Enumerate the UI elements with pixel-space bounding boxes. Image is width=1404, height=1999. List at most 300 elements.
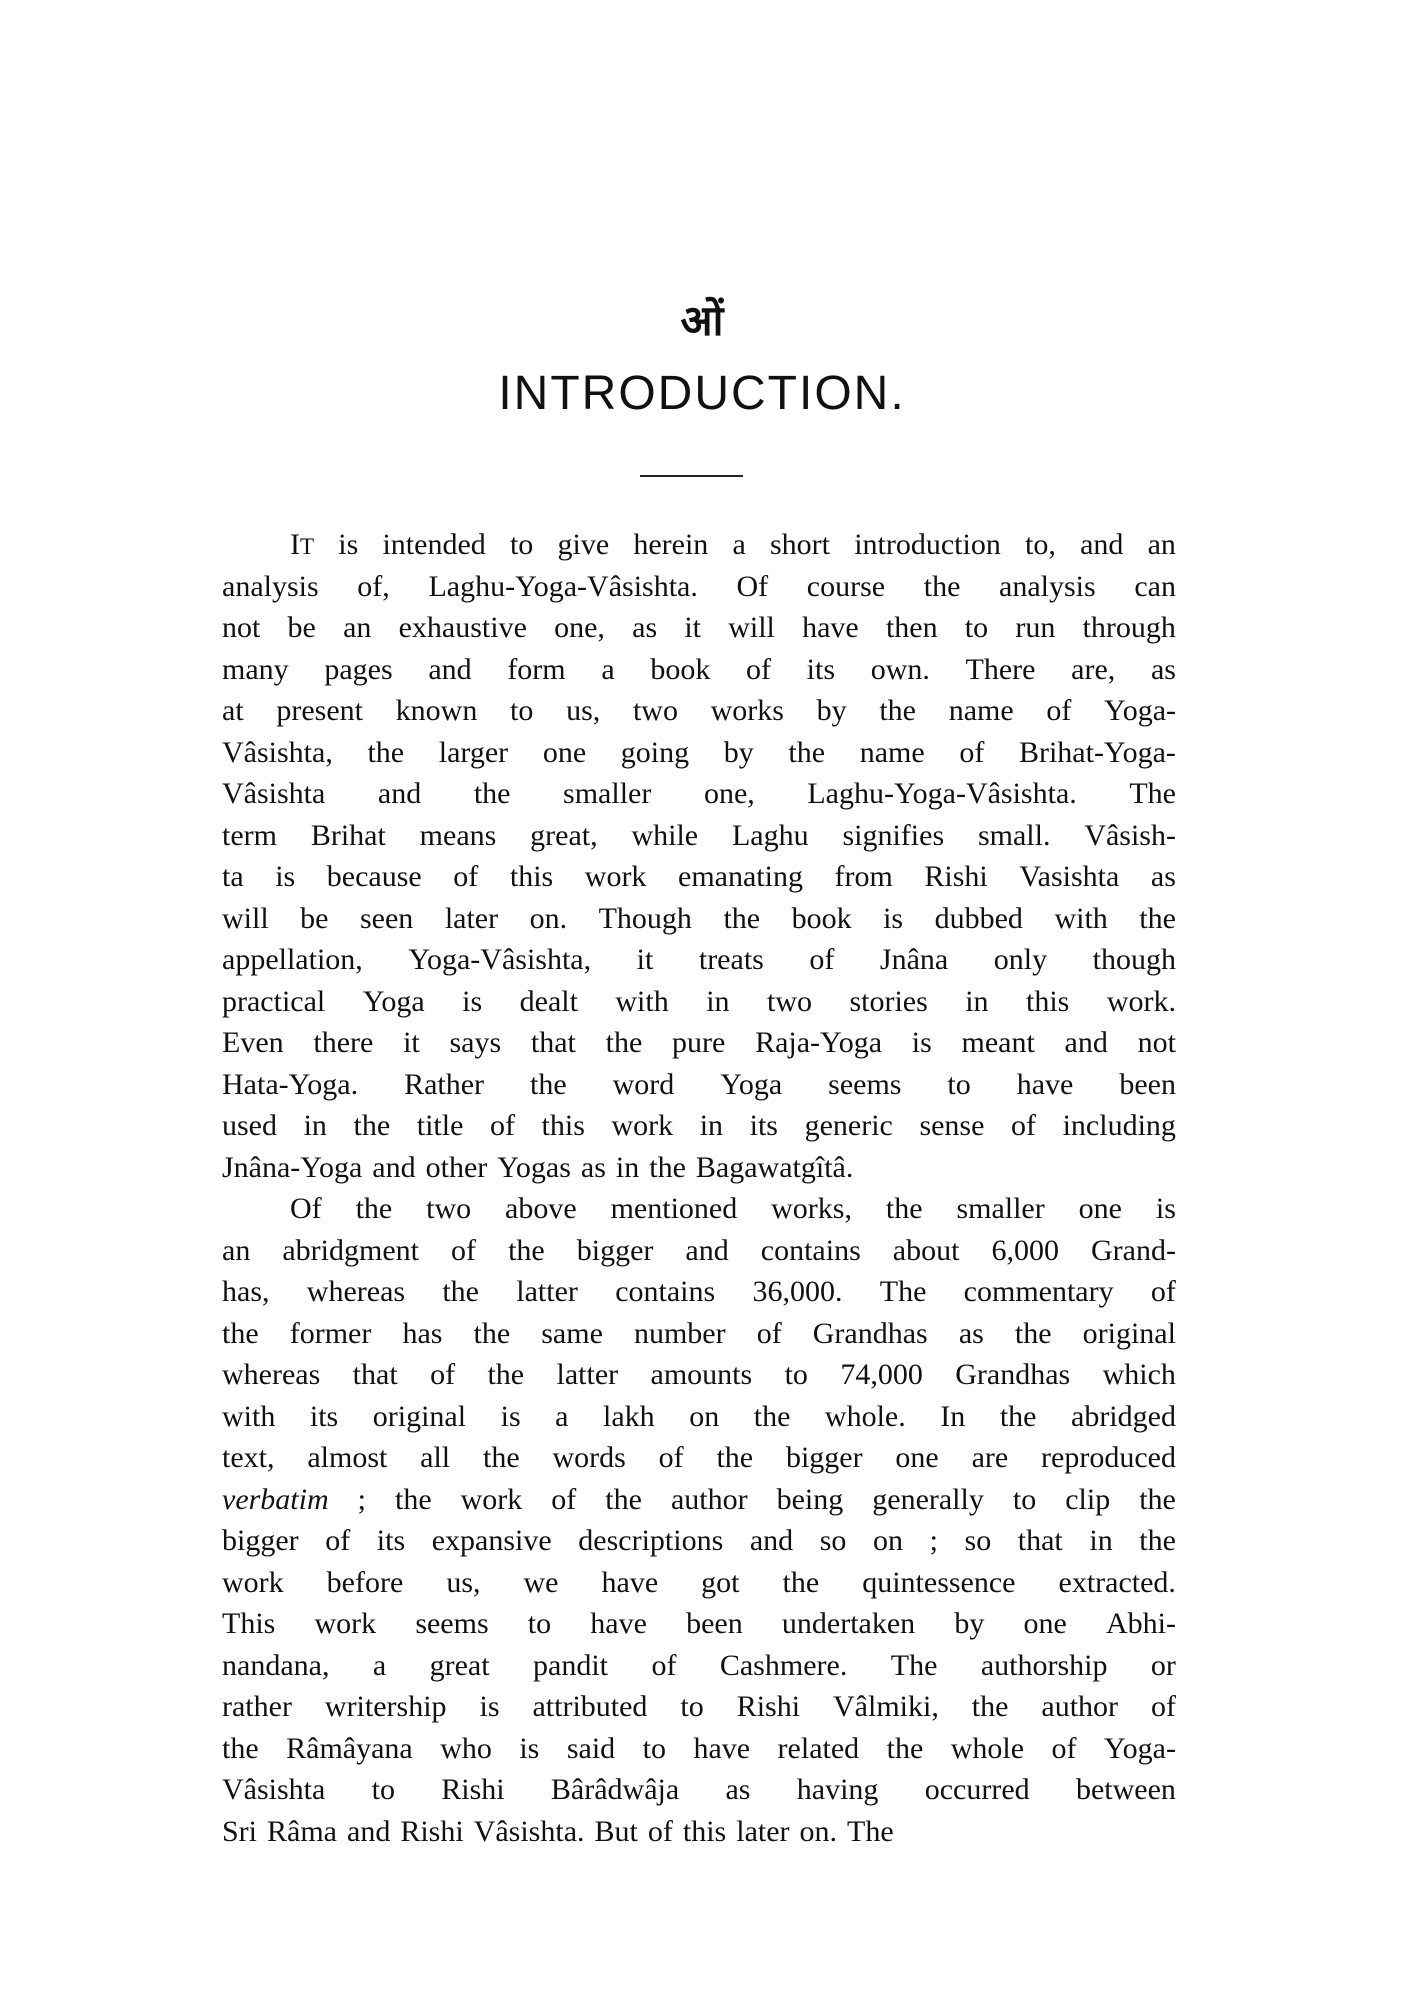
word: name (948, 694, 1014, 727)
word: abridged (1071, 1399, 1176, 1433)
word: the (473, 777, 511, 810)
word: work (460, 1482, 523, 1516)
word: bigger (785, 1441, 863, 1474)
word: a (601, 652, 615, 686)
word: the (788, 735, 826, 769)
word: the (605, 1026, 643, 1059)
word: be (300, 901, 329, 935)
text-line (222, 1188, 1176, 1230)
word: then (885, 611, 938, 644)
word: contains (760, 1233, 861, 1267)
word: verbatim (222, 1482, 329, 1516)
word: we (523, 1565, 559, 1599)
word: work (314, 1607, 377, 1640)
word: Vâlmiki, (833, 1690, 939, 1723)
word: Rishi (400, 1814, 464, 1848)
word: been (686, 1607, 743, 1640)
word: words (552, 1441, 626, 1474)
word: The (1129, 777, 1176, 810)
text-line (222, 1645, 1176, 1687)
word: as (958, 1316, 984, 1350)
word: the (782, 1565, 820, 1599)
word: whereas (222, 1358, 321, 1391)
word: clip (1065, 1482, 1111, 1516)
word: before (326, 1565, 404, 1599)
word: The (879, 1275, 927, 1308)
word: Grandhas (812, 1316, 928, 1350)
word: have (590, 1607, 647, 1640)
word: Cashmere. (719, 1648, 848, 1682)
word: a (372, 1648, 387, 1682)
word: Vâsishta. (473, 1814, 585, 1848)
word: analysis (999, 569, 1096, 603)
word: contains (615, 1275, 716, 1308)
word: the (753, 1399, 791, 1433)
word: the (222, 1316, 259, 1350)
text-line (222, 1728, 1176, 1770)
word: great, (530, 818, 598, 852)
word: Raja-Yoga (755, 1026, 883, 1059)
word: signifies (842, 818, 945, 852)
word: ; (929, 1524, 938, 1557)
word: In (940, 1399, 966, 1433)
word: in (1089, 1524, 1113, 1557)
word: Of (290, 1192, 322, 1225)
word: this (541, 1109, 585, 1142)
word: of (430, 1358, 456, 1391)
word: authorship (980, 1648, 1108, 1682)
text-line (222, 732, 1176, 774)
word: great (429, 1648, 490, 1682)
word: book (791, 901, 852, 935)
text-line (222, 524, 1176, 566)
word: its (376, 1524, 406, 1557)
word: it (636, 943, 654, 976)
word: this (682, 1814, 727, 1848)
text-line (222, 815, 1176, 857)
word: book (650, 652, 711, 686)
word: of (453, 860, 479, 893)
word: as (632, 611, 658, 644)
word: of (1046, 694, 1072, 727)
word: word (612, 1067, 675, 1101)
word: Râmâyana (286, 1731, 413, 1765)
word: The (890, 1648, 938, 1682)
word: by (954, 1607, 985, 1640)
word: the (442, 1275, 479, 1308)
word: from (834, 860, 893, 893)
word: to (964, 611, 989, 644)
text-line (222, 1354, 1176, 1396)
word: later (736, 1814, 790, 1848)
word: having (796, 1773, 879, 1806)
word: of (959, 735, 985, 769)
word: of (1051, 1731, 1077, 1765)
text-line (222, 1520, 1176, 1562)
word: Vasishta (1019, 860, 1120, 893)
word: practical (222, 984, 326, 1018)
word: later (444, 901, 499, 935)
word: of (1150, 1275, 1176, 1308)
text-line (222, 1271, 1176, 1313)
word: and (428, 652, 472, 686)
text-line (222, 856, 1176, 898)
word: an (1147, 528, 1176, 561)
word: of (325, 1524, 351, 1557)
word: to (784, 1358, 808, 1391)
word: The (847, 1814, 894, 1848)
text-line (222, 1396, 1176, 1438)
word: Grandhas (955, 1358, 1071, 1391)
word: Yoga (720, 1067, 783, 1101)
text-line (222, 1022, 1176, 1064)
word: the (367, 735, 405, 769)
word: name (859, 735, 925, 769)
text-line (222, 1147, 1176, 1189)
word: nandana, (222, 1648, 330, 1682)
word: of (651, 1648, 677, 1682)
word: work (222, 1565, 284, 1599)
word: Rishi (924, 860, 988, 893)
text-line (222, 1437, 1176, 1479)
text-line (222, 1811, 1176, 1853)
word: the (1014, 1316, 1052, 1350)
body-text (222, 524, 1176, 1852)
word: an (343, 611, 372, 644)
word: with (1054, 901, 1108, 935)
word: many (222, 652, 289, 686)
word: Vâsishta, (222, 735, 333, 769)
word: Rishi (736, 1690, 801, 1723)
word: it (684, 611, 702, 644)
word: small. (977, 818, 1051, 852)
word: Yoga- (1104, 694, 1176, 727)
word: which (1102, 1358, 1176, 1391)
word: of (451, 1233, 477, 1267)
word: be (287, 611, 316, 644)
word: is (275, 860, 296, 893)
word: to (509, 528, 534, 561)
text-line (222, 898, 1176, 940)
word: work (584, 860, 647, 893)
word: going (620, 735, 690, 769)
word: run (1015, 611, 1056, 644)
word: dealt (519, 984, 578, 1018)
text-line (222, 649, 1176, 691)
word: Brihat-Yoga- (1018, 735, 1176, 769)
word: smaller (956, 1192, 1045, 1225)
word: whole (950, 1731, 1025, 1765)
word: is (479, 1690, 500, 1723)
word: Bagawatgîtâ. (695, 1150, 854, 1184)
text-line (222, 1230, 1176, 1272)
word: seems (415, 1607, 489, 1640)
word: the (723, 901, 761, 935)
word: the (487, 1358, 525, 1391)
word: has (402, 1316, 443, 1350)
word: work. (1106, 984, 1176, 1018)
word: bigger (576, 1233, 654, 1267)
word: Laghu-Yoga-Vâsishta. (807, 777, 1077, 810)
word: of (658, 1441, 684, 1474)
text-line (222, 690, 1176, 732)
word: Brihat (310, 818, 386, 852)
word: rather (222, 1690, 292, 1723)
word: bigger (222, 1524, 299, 1557)
word: one (895, 1441, 939, 1474)
word: been (1119, 1067, 1176, 1101)
word: generic (804, 1109, 893, 1142)
word: the (1139, 901, 1176, 935)
word: has, (222, 1275, 270, 1308)
word: amounts (650, 1358, 753, 1391)
word: 6,000 (991, 1233, 1059, 1267)
word: between (1075, 1773, 1176, 1806)
word: Abhi- (1105, 1607, 1176, 1640)
word: of (809, 943, 835, 976)
word: the (971, 1690, 1009, 1723)
word: with (615, 984, 669, 1018)
word: to (510, 694, 534, 727)
word: the (999, 1399, 1037, 1433)
text-line (222, 773, 1176, 815)
word: one, (703, 777, 755, 810)
word: by (816, 694, 847, 727)
word: author (1041, 1690, 1119, 1723)
text-line (222, 1769, 1176, 1811)
word: text, (222, 1441, 275, 1474)
word: have (601, 1565, 659, 1599)
word: on (873, 1524, 904, 1557)
paragraph (222, 1188, 1176, 1852)
word: to (527, 1607, 552, 1640)
word: descriptions (578, 1524, 724, 1557)
word: of (551, 1482, 577, 1516)
word: to (1012, 1482, 1037, 1516)
word: and (749, 1524, 794, 1557)
word: latter (516, 1275, 578, 1308)
word: own. (870, 652, 930, 686)
word: it (403, 1026, 420, 1059)
word: dubbed (934, 901, 1023, 935)
word: two (632, 694, 678, 727)
word: This (222, 1607, 276, 1640)
text-line (222, 1603, 1176, 1645)
word: reproduced (1041, 1441, 1176, 1474)
word: the (885, 1192, 923, 1225)
word: one (1078, 1192, 1122, 1225)
word: will (728, 611, 775, 644)
word: the (482, 1441, 520, 1474)
word: one (1023, 1607, 1067, 1640)
word: at (222, 694, 244, 727)
word: the (394, 1482, 432, 1516)
word: in (965, 984, 989, 1018)
word: related (777, 1731, 860, 1765)
word: have (693, 1731, 751, 1765)
word: commentary (963, 1275, 1114, 1308)
word: to (947, 1067, 971, 1101)
word: is (338, 528, 359, 561)
word: title (416, 1109, 464, 1142)
word: attributed (532, 1690, 648, 1723)
word: smaller (563, 777, 652, 810)
word: can (1134, 569, 1176, 603)
word: two (426, 1192, 472, 1225)
word: Bârâdwâja (550, 1773, 680, 1806)
word: and (377, 777, 422, 810)
word: pure (672, 1026, 726, 1059)
word: there (313, 1026, 374, 1059)
word: the (886, 1731, 924, 1765)
word: mentioned (610, 1192, 738, 1225)
word: a (732, 528, 746, 561)
word: to (371, 1773, 395, 1806)
word: meant (961, 1026, 1035, 1059)
word: of (745, 652, 771, 686)
word: though (1092, 943, 1176, 976)
word: that (530, 1026, 576, 1059)
word: term (222, 818, 277, 852)
word: same (541, 1316, 603, 1350)
word: work (611, 1109, 674, 1142)
paragraph (222, 524, 1176, 1188)
word: Sri (222, 1814, 258, 1848)
text-line (222, 1105, 1176, 1147)
word: works, (771, 1192, 852, 1225)
word: is (519, 1731, 540, 1765)
word: as (1150, 860, 1176, 893)
word: its (749, 1109, 778, 1142)
word: so (964, 1524, 992, 1557)
word: give (557, 528, 610, 561)
word: exhaustive (398, 611, 527, 644)
word: number (633, 1316, 726, 1350)
word: Laghu (731, 818, 809, 852)
word: the (1139, 1482, 1176, 1516)
word: analysis (222, 569, 319, 603)
word: Vâsish- (1084, 818, 1176, 852)
word: form (507, 652, 566, 686)
text-line (222, 1313, 1176, 1355)
word: will (222, 901, 269, 935)
word: introduction (854, 528, 1001, 561)
word: herein (633, 528, 709, 561)
text-line (222, 1562, 1176, 1604)
word: treats (698, 943, 764, 976)
word: Râma (267, 1814, 337, 1848)
word: are, (1071, 652, 1116, 686)
word: course (806, 569, 886, 603)
word: the (353, 1109, 391, 1142)
word: stories (849, 984, 928, 1018)
word: only (993, 943, 1048, 976)
word: to, (1025, 528, 1056, 561)
word: are (971, 1441, 1009, 1474)
word: ; (357, 1482, 366, 1516)
word: author (670, 1482, 748, 1516)
word: Vâsishta (222, 777, 326, 810)
word: and (685, 1233, 729, 1267)
word: works (710, 694, 784, 727)
word: Even (222, 1026, 284, 1059)
word: have (802, 611, 859, 644)
word: is (911, 1026, 932, 1059)
word: larger (438, 735, 509, 769)
word: the (605, 1482, 642, 1516)
word: of, (357, 569, 390, 603)
word: with (222, 1399, 276, 1433)
word: that (352, 1358, 398, 1391)
word: of (756, 1316, 782, 1350)
word: above (505, 1192, 577, 1225)
word: the (222, 1731, 259, 1765)
word: ta (222, 860, 244, 893)
word: known (395, 694, 478, 727)
word: is (1155, 1192, 1176, 1225)
text-line (222, 1686, 1176, 1728)
word: Of (736, 569, 769, 603)
om-symbol: ओं (680, 296, 724, 345)
word: to (680, 1690, 704, 1723)
word: used (222, 1109, 277, 1142)
word: to (642, 1731, 666, 1765)
word: seems (828, 1067, 902, 1101)
word: on (689, 1399, 720, 1433)
word: of (1011, 1109, 1036, 1142)
word: not (1137, 1026, 1176, 1059)
word: the (473, 1316, 511, 1350)
word: sense (919, 1109, 985, 1142)
word: There (965, 652, 1036, 686)
word: and (1080, 528, 1124, 561)
word: short (770, 528, 830, 561)
word: intended (382, 528, 486, 561)
word: Jnâna-Yoga (222, 1150, 363, 1184)
word: Yoga (362, 984, 425, 1018)
word: of (489, 1109, 515, 1142)
word: as (1150, 652, 1176, 686)
word: former (289, 1316, 372, 1350)
word: said (566, 1731, 616, 1765)
word: appellation, (222, 943, 363, 976)
word: latter (556, 1358, 619, 1391)
word: 74,000 (840, 1358, 923, 1391)
word: its (806, 652, 836, 686)
word: and (347, 1814, 391, 1848)
word: not (222, 611, 261, 644)
word: Grand- (1091, 1233, 1176, 1267)
word: lakh (603, 1399, 655, 1433)
word: original (1082, 1316, 1176, 1350)
word: by (723, 735, 754, 769)
word: whole. (824, 1399, 906, 1433)
word: Rishi (441, 1773, 505, 1806)
word: us, (446, 1565, 481, 1599)
word: whereas (306, 1275, 406, 1308)
word: us, (566, 694, 601, 727)
word: as (580, 1150, 606, 1184)
word: who (440, 1731, 492, 1765)
page-title: INTRODUCTION. (498, 367, 906, 420)
word: its (309, 1399, 339, 1433)
word: the (649, 1150, 686, 1184)
word: Hata-Yoga. (222, 1067, 359, 1101)
word: a (555, 1399, 569, 1433)
word: one (542, 735, 587, 769)
word: have (1016, 1067, 1074, 1101)
word: got (701, 1565, 740, 1599)
